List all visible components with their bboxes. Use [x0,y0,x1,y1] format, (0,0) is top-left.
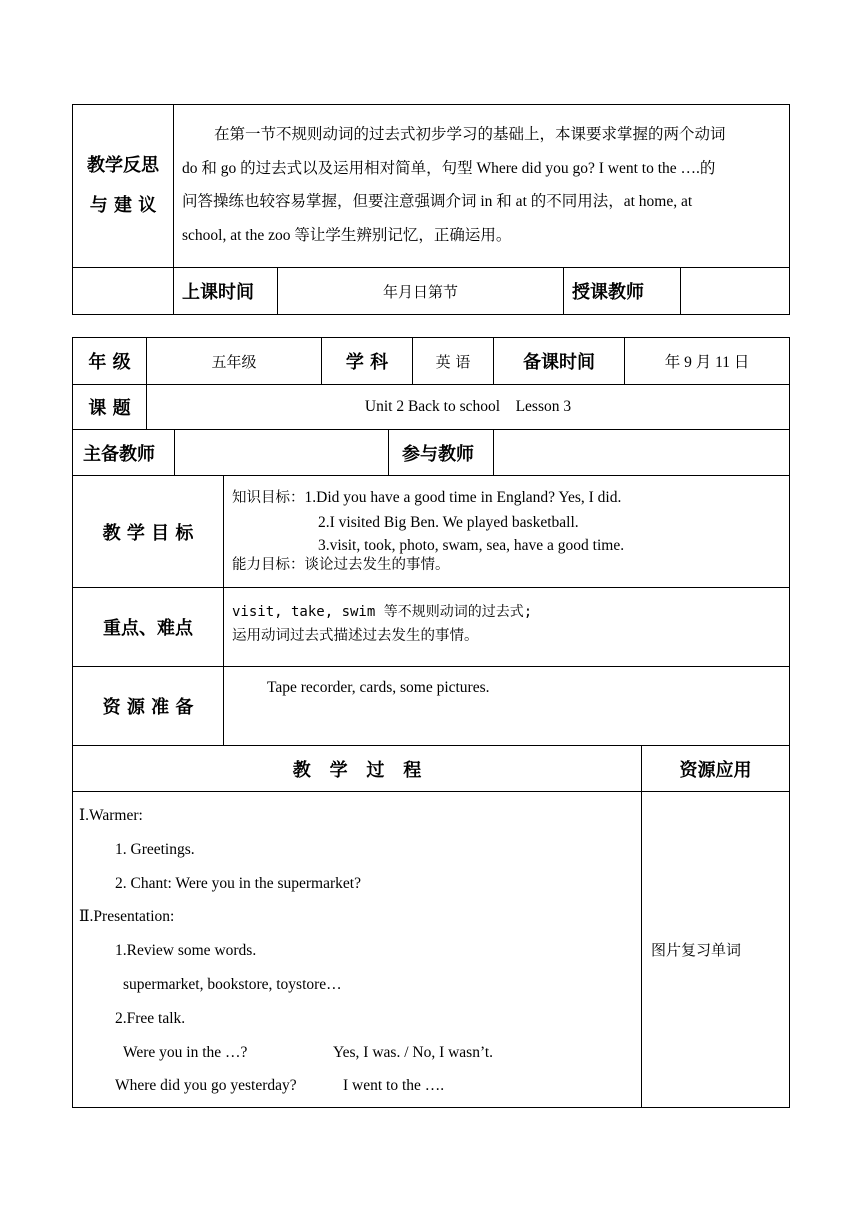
process-line: Ⅰ.Warmer: [79,807,143,824]
subject-value: 英 语 [413,338,494,385]
process-content [73,792,642,1108]
topic-value: Unit 2 Back to school Lesson 3 [147,385,790,430]
objectives-content [224,476,790,588]
resources-label: 资 源 准 备 [73,667,224,746]
process-line: I went to the …. [343,1077,445,1095]
resource-use-header: 资源应用 [642,746,790,792]
teacher-label: 授课教师 [564,268,681,315]
process-line: Yes, I was. / No, I wasn’t. [333,1043,494,1061]
resources-value: Tape recorder, cards, some pictures. [224,667,790,746]
grade-label: 年 级 [73,338,147,385]
lesson-body-table [72,475,790,1108]
main-teacher-label: 主备教师 [73,430,175,476]
reflection-label-line1: 教学反思 [87,155,159,176]
ability-prefix: 能力目标： [232,556,305,573]
reflection-line-1: 在第一节不规则动词的过去式初步学习的基础上，本课要求掌握的两个动词 [214,126,726,143]
reflection-line-2: do 和 go 的过去式以及运用相对简单，句型 Where did you go? I went to the ….的 [182,159,716,177]
key-points-label: 重点、难点 [73,588,224,667]
teacher-value [681,268,790,315]
reflection-text [174,105,790,268]
topic-label: 课 题 [73,385,147,430]
key-points-line-1: visit, take, swim 等不规则动词的过去式; [232,604,533,620]
key-points-line-2: 运用动词过去式描述过去发生的事情。 [232,628,479,644]
process-header: 教 学 过 程 [73,746,642,792]
reflection-label-continued [73,268,174,315]
co-teacher-label: 参与教师 [389,430,494,476]
key-points-content [224,588,790,667]
subject-label: 学 科 [322,338,413,385]
process-line: supermarket, bookstore, toystore… [123,975,342,993]
process-line: Ⅱ.Presentation: [79,908,175,926]
class-time-value: 年月日第节 [278,268,564,315]
process-line: 1. Greetings. [115,840,195,858]
resource-use-value: 图片复习单词 [642,792,790,1108]
reflection-label [73,105,174,268]
reflection-line-3: 问答操练也较容易掌握，但要注意强调介词 in 和 at 的不同用法，at home, at [182,193,693,210]
main-teacher-value [175,430,389,476]
knowledge-item-3: 3.visit, took, photo, swam, sea, have a good time. [318,537,625,554]
objectives-label: 教 学 目 标 [73,476,224,588]
ability-item: 谈论过去发生的事情。 [304,556,450,573]
co-teacher-value [494,430,790,476]
reflection-label-line2: 与 建 议 [89,195,157,216]
grade-value: 五年级 [147,338,322,385]
knowledge-item-2: 2.I visited Big Ben. We played basketball. [318,513,579,531]
process-line: 1.Review some words. [115,942,257,960]
knowledge-item-1: 1.Did you have a good time in England? Yes, I did. [304,489,622,506]
reflection-table [72,104,790,315]
knowledge-prefix: 知识目标： [232,490,305,506]
process-line: 2. Chant: Were you in the supermarket? [115,874,361,892]
reflection-line-4: school, at the zoo 等让学生辨别记忆，正确运用。 [182,226,512,244]
class-time-label: 上课时间 [174,268,278,315]
process-line: Were you in the …? [123,1043,248,1061]
process-line: Where did you go yesterday? [115,1077,297,1095]
lesson-info-table [72,337,790,476]
process-line: 2.Free talk. [115,1009,186,1027]
prep-time-value: 年 9 月 11 日 [625,338,790,385]
prep-time-label: 备课时间 [494,338,625,385]
